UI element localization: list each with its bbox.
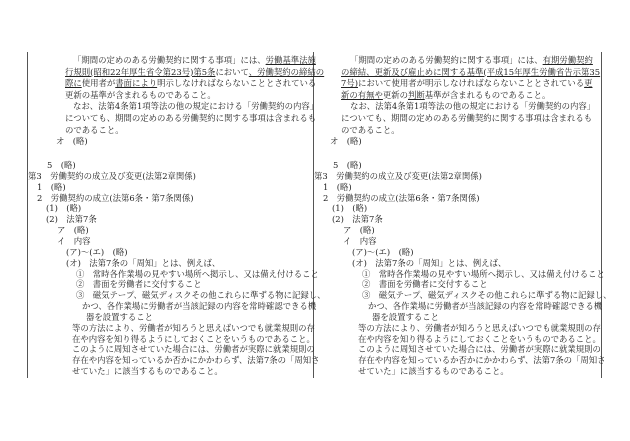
document-line: かつ、各作業場に労働者が当該記録の内容を常時確認できる機 <box>368 301 603 312</box>
text-segment: 「期間の定めのある労働契約に関する事項」には、 <box>350 55 543 65</box>
underlined-text: 際に <box>65 78 82 89</box>
paragraph-line <box>341 113 592 123</box>
text-segment: 更新の基準が含まれるものであること。 <box>65 89 216 100</box>
document-line: 器を設置すること <box>372 311 439 322</box>
document-line: 存在や内容を知っているか否かにかかわらず、法第7条の「周知さ <box>72 355 320 366</box>
document-line: 等の方法により、労働者が知ろうと思えばいつでも就業規則の存 <box>358 322 601 333</box>
text-segment: オ (略) <box>56 136 88 147</box>
paragraph-line <box>56 136 88 146</box>
document-line: 第3 労働契約の成立及び変更(法第2章関係) <box>314 170 482 181</box>
paragraph-line <box>65 90 216 100</box>
document-line: 在や内容を知り得るようにしておくことをいうものであること。 <box>358 333 601 344</box>
document-line: 在や内容を知り得るようにしておくことをいうものであること。 <box>72 333 315 344</box>
document-line: 5 (略) <box>333 160 362 170</box>
paragraph-line <box>341 90 550 100</box>
document-line: 2 労働契約の成立(法第6条・第7条関係) <box>323 192 480 203</box>
table-border-left <box>27 52 28 378</box>
underlined-text: 更 <box>584 78 593 89</box>
document-line: ア (略) <box>57 225 89 236</box>
document-line: ③ 磁気テープ、磁気ディスクその他これらに準ずる物に記録し、 <box>362 290 612 301</box>
underlined-text: 書面により <box>115 78 158 89</box>
document-line: 1 (略) <box>37 181 66 192</box>
text-segment: 使用者が <box>81 78 116 89</box>
underlined-text: 7号) <box>341 78 358 89</box>
text-segment: についても、期間の定めのある労働契約に関する事項は含まれるも <box>341 113 593 123</box>
text-segment: において <box>215 66 249 77</box>
document-line: (オ) 法第7条の「周知」とは、例えば、 <box>352 257 507 268</box>
paragraph-line <box>65 125 124 135</box>
document-line: このように周知させていた場合には、労働者が実際に就業規則の <box>358 344 601 355</box>
document-line: かつ、各作業場に労働者が当該記録の内容を常時確認できる機 <box>82 301 317 312</box>
document-line: ① 常時各作業場の見やすい場所へ掲示し、又は備え付けること <box>76 268 319 279</box>
paragraph-line <box>73 101 318 111</box>
paragraph-line <box>350 55 593 65</box>
underlined-text: 、労働契約の締結の <box>248 66 325 77</box>
underlined-text: 新の有無や <box>341 89 383 100</box>
document-line: 1 (略) <box>323 181 352 192</box>
document-line: ② 書面を労働者に交付すること <box>76 279 202 290</box>
document-line: イ 内容 <box>343 235 377 246</box>
document-line: (オ) 法第7条の「周知」とは、例えば、 <box>66 257 221 268</box>
paragraph-line <box>65 78 316 88</box>
text-segment: 明示しなければならないこととされている <box>157 78 317 89</box>
table-border-right <box>601 52 602 378</box>
document-line: このように周知させていた場合には、労働者が実際に就業規則の <box>72 344 315 355</box>
text-segment: なお、法第4条第1項等法の他の規定における「労働契約の内容」 <box>73 101 319 112</box>
text-segment: のであること。 <box>65 124 124 135</box>
paragraph-line <box>65 113 316 123</box>
underlined-text: 労働基準法施 <box>265 55 316 65</box>
document-line: 2 労働契約の成立(法第6条・第7条関係) <box>37 192 194 203</box>
document-line: (ア)～(エ) (略) <box>352 246 414 257</box>
paragraph-line <box>341 78 592 88</box>
text-segment: オ (略) <box>330 136 362 147</box>
document-line: せていた」に該当するものであること。 <box>72 366 223 377</box>
paragraph-line <box>341 67 600 77</box>
document-line: ア (略) <box>343 225 375 236</box>
document-line: (1) (略) <box>332 203 368 214</box>
text-segment: なお、法第4条第1項等法の他の規定における「労働契約の内容」 <box>350 101 596 112</box>
text-segment: 「期間の定めのある労働契約に関する事項」には、 <box>73 55 266 65</box>
document-line: 5 (略) <box>47 160 76 170</box>
underlined-text: 行規則(昭和22年厚生省令第23号)第5条 <box>65 66 216 77</box>
document-line: ③ 磁気テープ、磁気ディスクその他これらに準ずる物に記録し、 <box>76 290 326 301</box>
document-line: (ア)～(エ) (略) <box>66 246 128 257</box>
document-line: (1) (略) <box>46 203 82 214</box>
paragraph-line <box>73 55 316 65</box>
text-segment: についても、期間の定めのある労働契約に関する事項は含まれるも <box>65 113 317 123</box>
document-line: ① 常時各作業場の見やすい場所へ掲示し、又は備え付けること <box>362 268 605 279</box>
document-line: (2) 法第7条 <box>332 214 383 225</box>
text-segment: 更新の <box>382 89 408 100</box>
underlined-text: 有期労働契約 <box>542 55 593 65</box>
text-segment: のであること。 <box>341 124 400 135</box>
document-line: (2) 法第7条 <box>46 214 97 225</box>
document-line: 等の方法により、労働者が知ろうと思えばいつでも就業規則の存 <box>72 322 315 333</box>
document-line: イ 内容 <box>57 235 91 246</box>
document-line: ② 書面を労働者に交付すること <box>362 279 488 290</box>
paragraph-line <box>341 125 400 135</box>
underlined-text: の締結、更新及び雇止めに関する基準(平成15年厚生労働省告示第35 <box>341 66 601 77</box>
paragraph-line <box>330 136 362 146</box>
text-segment: において使用者が明示しなければならないこととされている <box>357 78 585 89</box>
underlined-text: 判断 <box>408 89 425 100</box>
document-line: 器を設置すること <box>86 311 153 322</box>
document-line: 存在や内容を知っているか否かにかかわらず、法第7条の「周知さ <box>358 355 606 366</box>
document-line: せていた」に該当するものであること。 <box>358 366 509 377</box>
paragraph-line <box>65 67 324 77</box>
document-line: 第3 労働契約の成立及び変更(法第2章関係) <box>28 170 196 181</box>
paragraph-line <box>350 101 595 111</box>
text-segment: 基準が含まれるものであること。 <box>424 89 551 100</box>
